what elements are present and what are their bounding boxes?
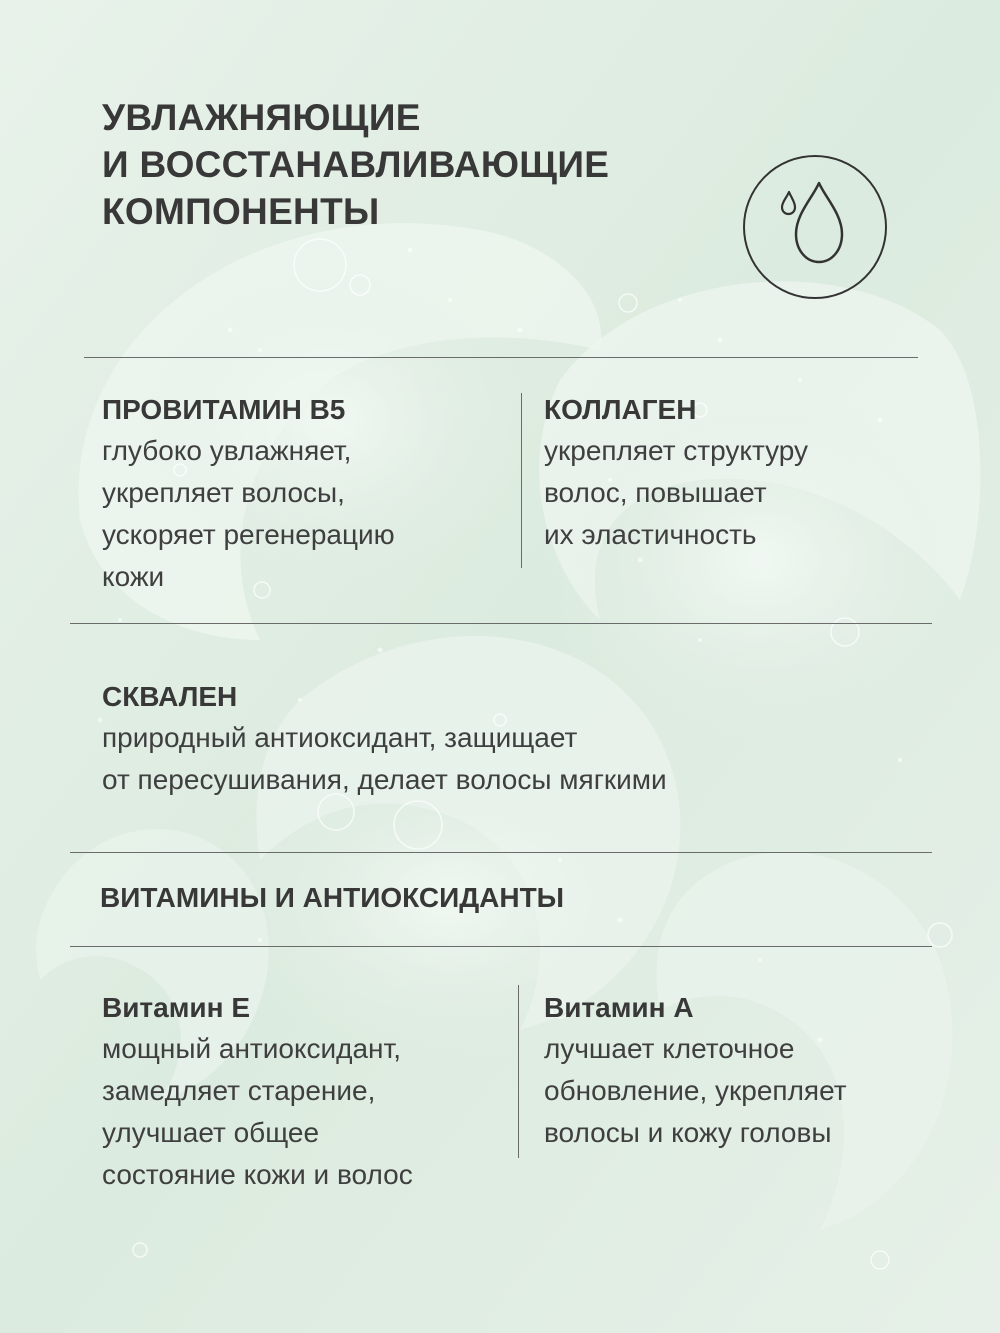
description-line: кожи <box>102 561 165 592</box>
description-line: их эластичность <box>544 519 757 550</box>
component-name: КОЛЛАГЕН <box>544 394 697 425</box>
title-line: И ВОССТАНАВЛИВАЮЩИЕ <box>102 144 610 185</box>
vitamin-e <box>102 988 413 1196</box>
page-title <box>102 94 702 235</box>
description-line: улучшает общее <box>102 1117 320 1148</box>
description-line: укрепляет волосы, <box>102 477 345 508</box>
component-collagen <box>544 390 808 556</box>
divider <box>70 852 932 853</box>
divider <box>70 623 932 624</box>
component-provitamin-b5 <box>102 390 395 598</box>
title-line: КОМПОНЕНТЫ <box>102 191 380 232</box>
component-description <box>102 717 667 801</box>
vitamin-name: Витамин Е <box>102 992 251 1023</box>
description-line: волосы и кожу головы <box>544 1117 832 1148</box>
description-line: глубоко увлажняет, <box>102 435 352 466</box>
description-line: волос, повышает <box>544 477 767 508</box>
component-name: ПРОВИТАМИН В5 <box>102 394 346 425</box>
divider <box>84 357 918 358</box>
column-divider <box>518 985 519 1158</box>
vitamin-description <box>544 1028 847 1154</box>
description-line: ускоряет регенерацию <box>102 519 395 550</box>
description-line: от пересушивания, делает волосы мягкими <box>102 764 667 795</box>
component-description <box>544 430 808 556</box>
column-divider <box>521 393 522 568</box>
description-line: мощный антиоксидант, <box>102 1033 402 1064</box>
component-description <box>102 430 395 598</box>
description-line: лучшает клеточное <box>544 1033 795 1064</box>
vitamin-name: Витамин А <box>544 992 694 1023</box>
component-squalene <box>102 677 667 801</box>
vitamins-section-title: ВИТАМИНЫ И АНТИОКСИДАНТЫ <box>100 882 565 913</box>
description-line: укрепляет структуру <box>544 435 809 466</box>
vitamin-description <box>102 1028 413 1196</box>
description-line: обновление, укрепляет <box>544 1075 847 1106</box>
divider <box>70 946 932 947</box>
description-line: замедляет старение, <box>102 1075 376 1106</box>
vitamin-a <box>544 988 847 1154</box>
description-line: природный антиоксидант, защищает <box>102 722 578 753</box>
component-name: СКВАЛЕН <box>102 681 238 712</box>
water-drops-icon <box>742 154 888 300</box>
description-line: состояние кожи и волос <box>102 1159 413 1190</box>
title-line: УВЛАЖНЯЮЩИЕ <box>102 97 421 138</box>
